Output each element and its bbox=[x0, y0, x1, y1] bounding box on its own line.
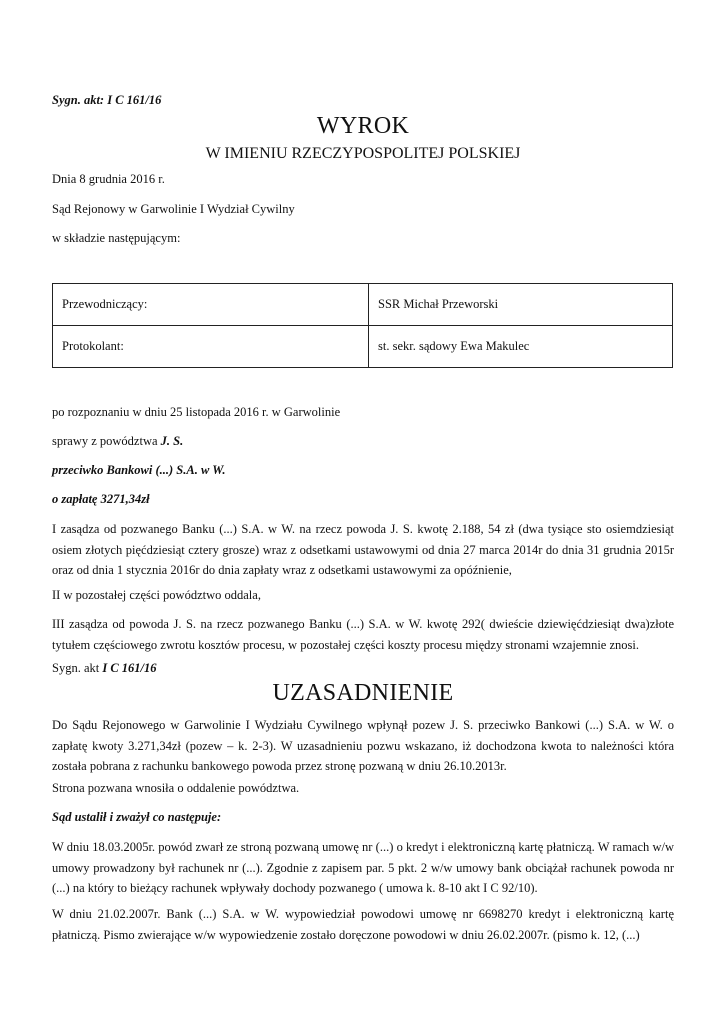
composition-person: SSR Michał Przeworski bbox=[369, 284, 673, 326]
table-row bbox=[53, 326, 673, 368]
sygn-prefix: Sygn. akt bbox=[52, 661, 103, 675]
hearing-info: po rozpoznaniu w dniu 25 listopada 2016 r. w Garwolinie bbox=[52, 405, 341, 419]
verdict-point-3: III zasądza od powoda J. S. na rzecz pozwanego Banku (...) S.A. w W. kwotę 292( dwieście dziewięćdziesiąt dwa)złote tytułem częściowego zwrotu kosztów procesu, w pozostałej części koszty procesu między stronami wzajemnie znosi. bbox=[52, 617, 674, 652]
composition-person: st. sekr. sądowy Ewa Makulec bbox=[369, 326, 673, 368]
claim-subject: o zapłatę 3271,34zł bbox=[52, 492, 150, 506]
court-name: Sąd Rejonowy w Garwolinie I Wydział Cywilny bbox=[52, 202, 295, 216]
justification-paragraph-3: W dniu 18.03.2005r. powód zwarł ze stroną pozwaną umowę nr (...) o kredyt i elektroniczną kartę płatniczą. W ramach w/w umowy prowadzony był rachunek nr (...). Zgodnie z zapisem par. 5 pkt. 2 w/w umowy bank obciążał rachunek powoda nr (...) na który to bieżący rachunek wpływały dochody pozwanego ( umowa k. 8-10 akt I C 92/10). bbox=[52, 840, 674, 895]
verdict-point-2: II w pozostałej części powództwo oddala, bbox=[52, 588, 261, 602]
composition-table bbox=[52, 283, 673, 368]
table-row bbox=[53, 284, 673, 326]
case-parties-line bbox=[52, 434, 183, 449]
justification-case-number bbox=[52, 661, 157, 676]
case-number: Sygn. akt: I C 161/16 bbox=[52, 93, 162, 107]
verdict-point-1: I zasądza od pozwanego Banku (...) S.A. w W. na rzecz powoda J. S. kwotę 2.188, 54 zł (dwa tysiące sto osiemdziesiąt osiem złotych pięćdziesiąt cztery grosze) wraz z odsetkami ustawowymi od dnia 27 marca 2014r do dnia 31 grudnia 2015r oraz od dnia 1 stycznia 2016r do dnia zapłaty wraz z odsetkami ustawowymi za opóźnienie, bbox=[52, 522, 674, 577]
defendant-line: przeciwko Bankowi (...) S.A. w W. bbox=[52, 463, 226, 477]
plaintiff-name: J. S. bbox=[160, 434, 184, 448]
composition-intro: w składzie następującym: bbox=[52, 231, 181, 245]
justification-paragraph-2: Strona pozwana wnosiła o oddalenie powództwa. bbox=[52, 781, 300, 795]
justification-paragraph-4: W dniu 21.02.2007r. Bank (...) S.A. w W. wypowiedział powodowi umowę nr 6698270 kredyt i elektroniczną kartę płatniczą. Pismo zwierające w/w wypowiedzenie zostało doręczone powodowi w dniu 26.02.2007r. (pismo k. 12, (...) bbox=[52, 907, 674, 942]
judgment-date: Dnia 8 grudnia 2016 r. bbox=[52, 172, 165, 186]
sygn-value: I C 161/16 bbox=[102, 661, 157, 675]
findings-heading: Sąd ustalił i zważył co następuje: bbox=[52, 810, 222, 824]
composition-role: Protokolant: bbox=[53, 326, 369, 368]
justification-paragraph-1: Do Sądu Rejonowego w Garwolinie I Wydziału Cywilnego wpłynął pozew J. S. przeciwko Bankowi (...) S.A. w W. o zapłatę kwoty 3.271,34zł (pozew – k. 2-3). W uzasadnieniu pozwu wskazano, iż dochodzona kwota to należności która została pobrana z rachunku bankowego powoda przez stronę pozwaną w dniu 26.10.2013r. bbox=[52, 718, 674, 773]
judgment-subtitle: W IMIENIU RZECZYPOSPOLITEJ POLSKIEJ bbox=[205, 145, 521, 162]
judgment-title: WYROK bbox=[316, 113, 410, 139]
justification-title: UZASADNIENIE bbox=[272, 680, 454, 706]
composition-role: Przewodniczący: bbox=[53, 284, 369, 326]
case-prefix: sprawy z powództwa bbox=[52, 434, 161, 448]
